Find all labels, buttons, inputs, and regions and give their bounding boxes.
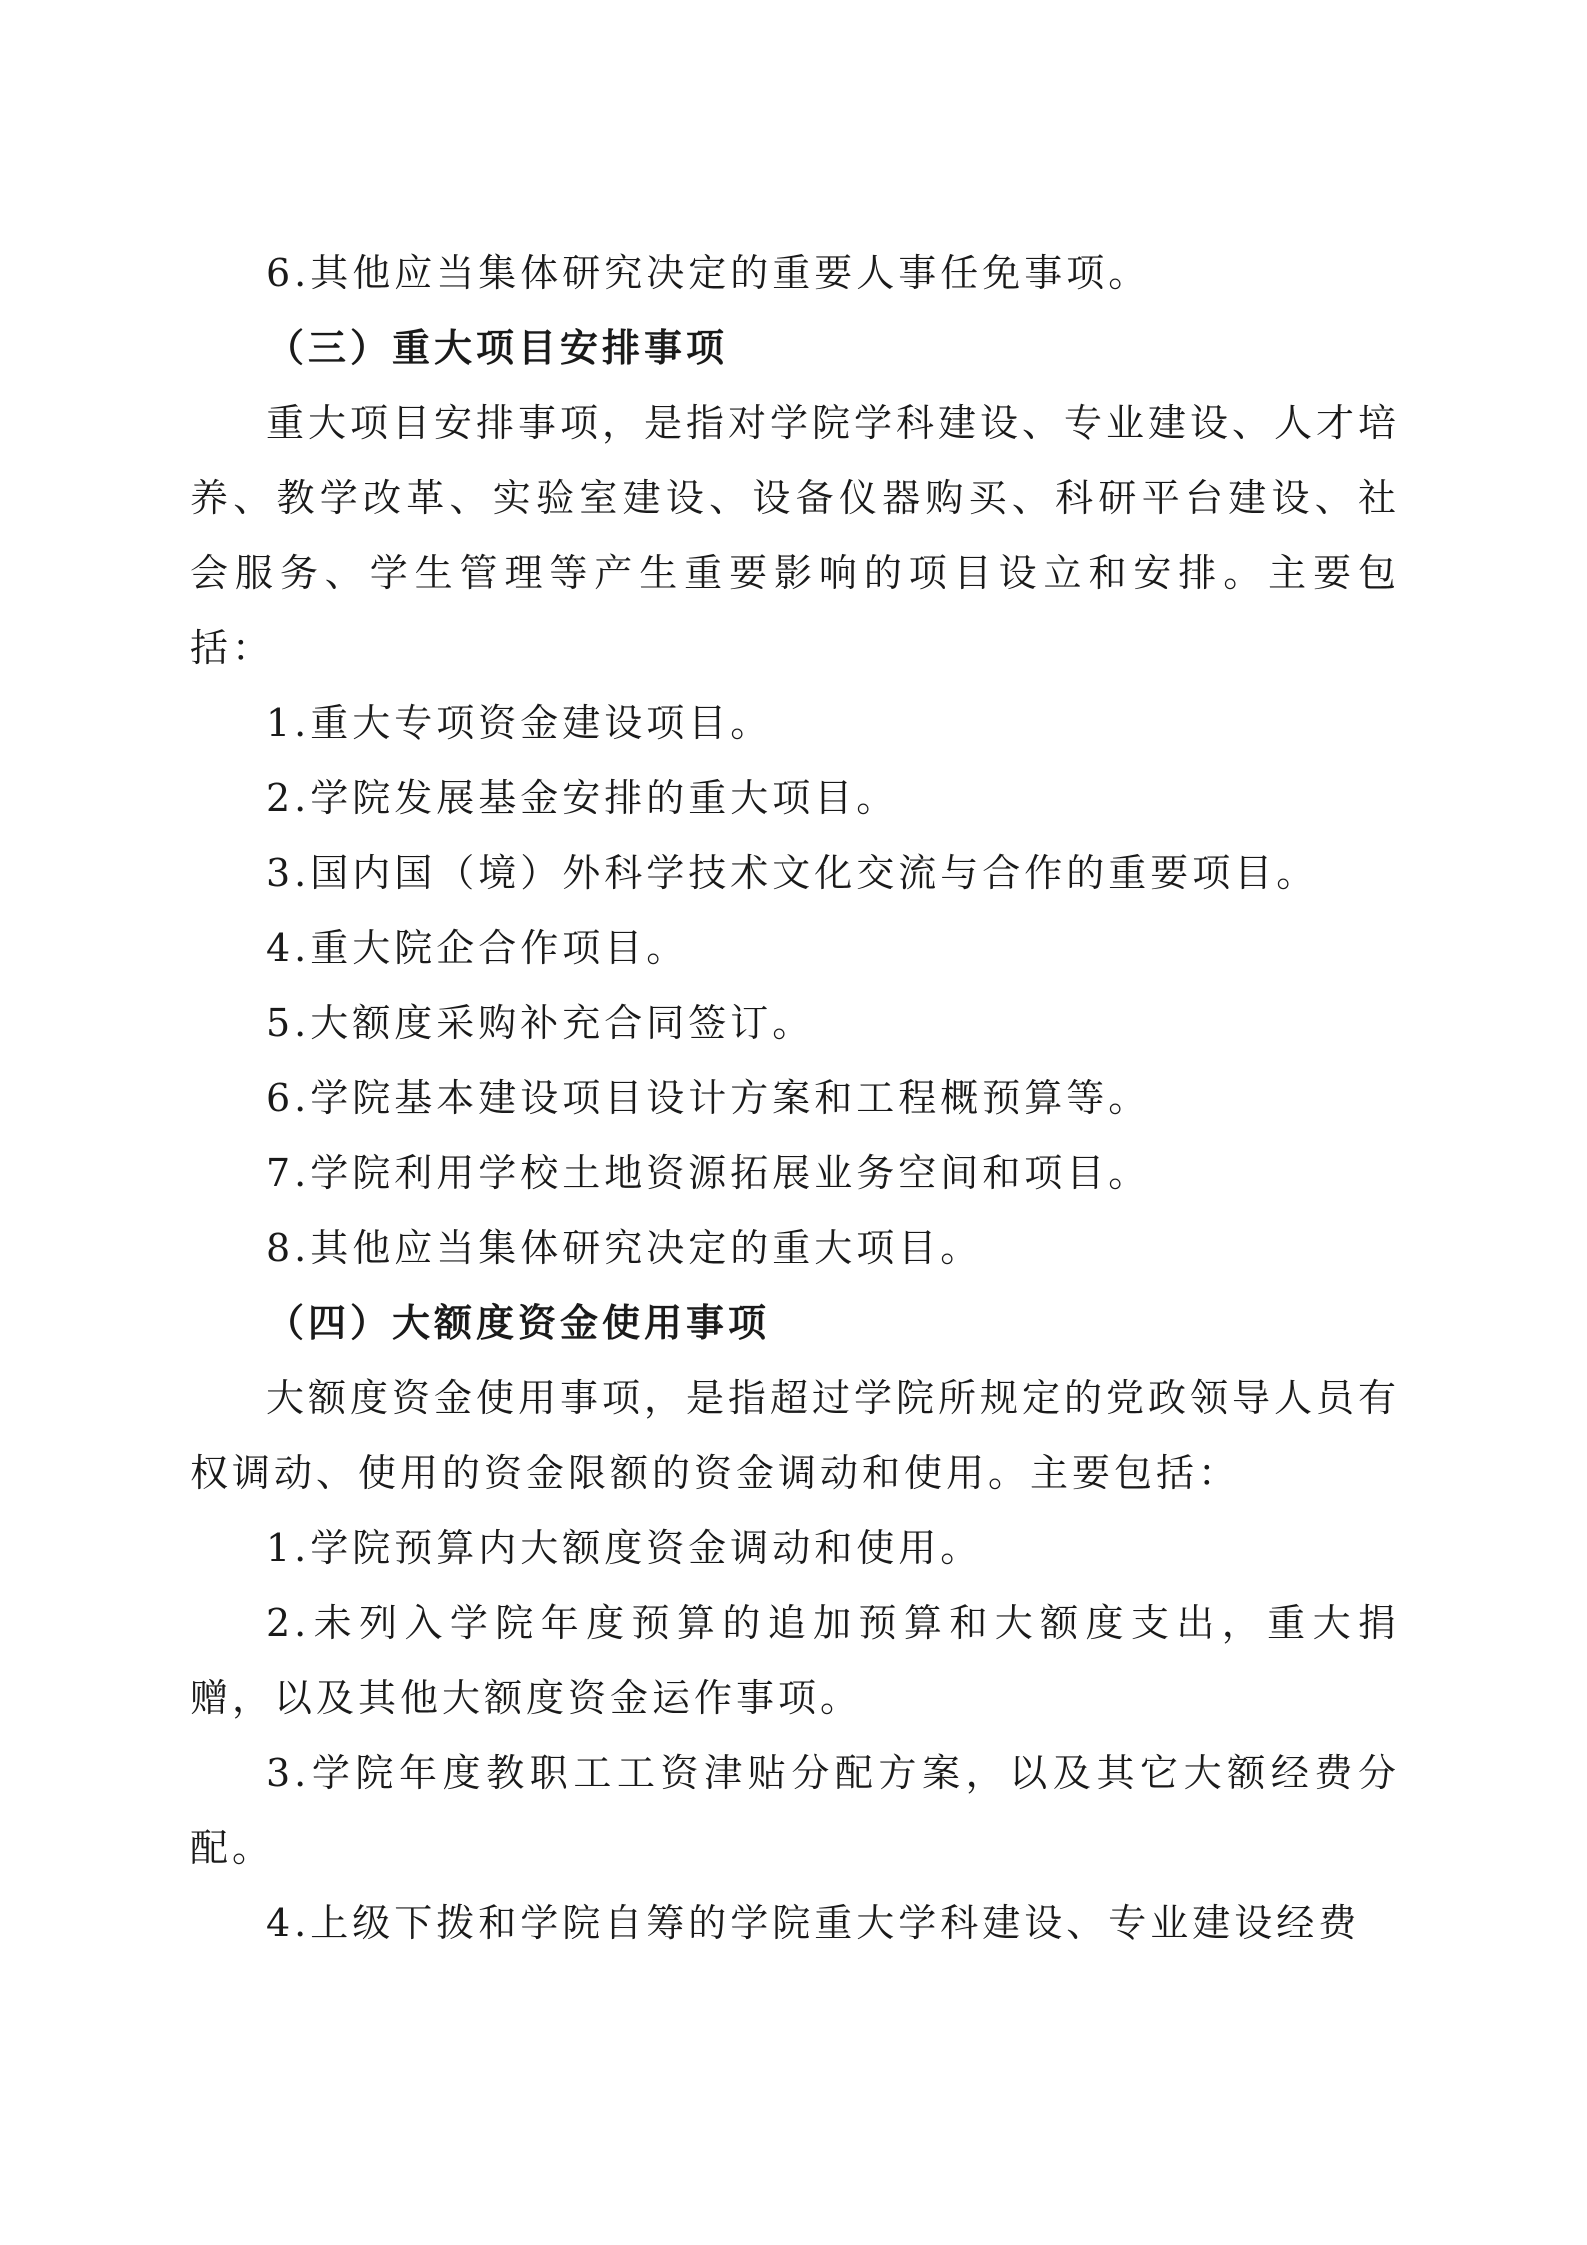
list-item: 2.学院发展基金安排的重大项目。: [266, 776, 899, 820]
list-item: 1.重大专项资金建设项目。: [266, 701, 773, 745]
list-item: 8.其他应当集体研究决定的重大项目。: [266, 1226, 983, 1270]
section-heading: （四）大额度资金使用事项: [266, 1301, 771, 1345]
list-item: 5.大额度采购补充合同签订。: [266, 1001, 815, 1045]
body-paragraph: 重大项目安排事项，是指对学院学科建设、专业建设、人才培养、教学改革、实验室建设、设备仪器购买、科研平台建设、社会服务、学生管理等产生重要影响的项目设立和安排。主要包括：: [190, 401, 1401, 670]
list-item: 3.国内国（境）外科学技术文化交流与合作的重要项目。: [266, 851, 1319, 895]
body-paragraph: 大额度资金使用事项，是指超过学院所规定的党政领导人员有权调动、使用的资金限额的资金调动和使用。主要包括：: [190, 1376, 1401, 1495]
list-item: 3.学院年度教职工工资津贴分配方案，以及其它大额经费分配。: [190, 1751, 1400, 1870]
list-item: 4.重大院企合作项目。: [266, 926, 689, 970]
section-heading: （三）重大项目安排事项: [266, 326, 729, 370]
document-body: [190, 236, 1400, 1961]
list-item: 4.上级下拨和学院自筹的学院重大学科建设、专业建设经费: [266, 1901, 1361, 1945]
list-item: 1.学院预算内大额度资金调动和使用。: [266, 1526, 983, 1570]
list-item: 2.未列入学院年度预算的追加预算和大额度支出，重大捐赠，以及其他大额度资金运作事项。: [190, 1601, 1400, 1720]
list-item: 6.其他应当集体研究决定的重要人事任免事项。: [266, 251, 1151, 295]
list-item: 7.学院利用学校土地资源拓展业务空间和项目。: [266, 1151, 1151, 1195]
list-item: 6.学院基本建设项目设计方案和工程概预算等。: [266, 1076, 1151, 1120]
